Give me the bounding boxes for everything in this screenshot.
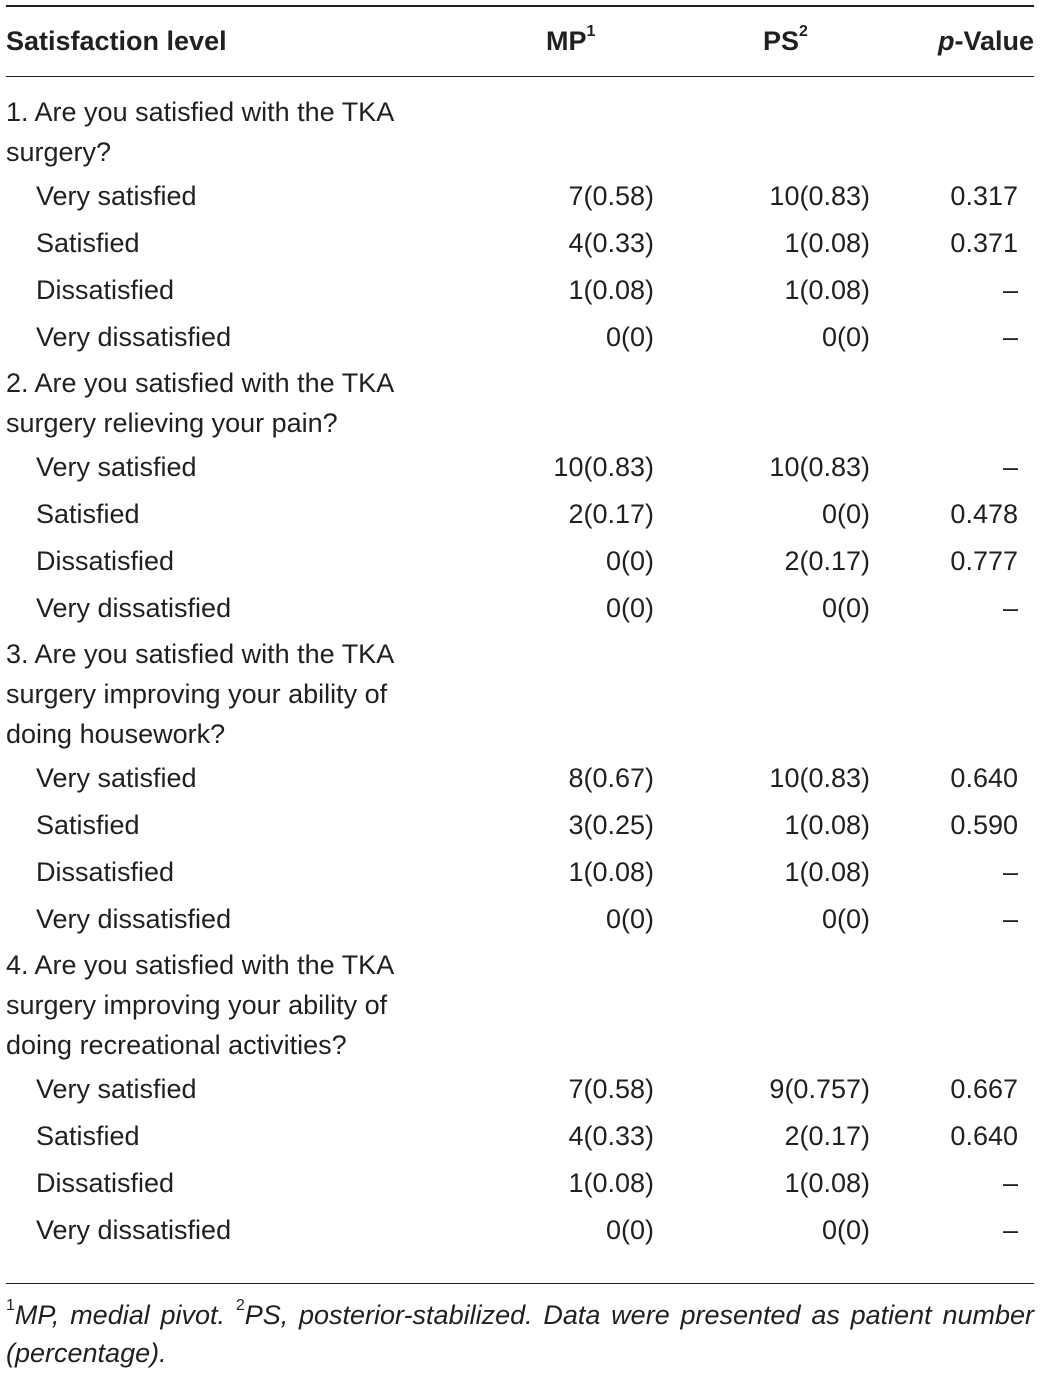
row-label: Very satisfied [36,1074,197,1104]
ps-cell: 0(0) [821,1215,870,1245]
question-heading: 3. Are you satisfied with the TKA surgery improving your ability of doing housework? [6,639,393,749]
ps-cell: 1(0.08) [784,1168,870,1198]
table-row [0,222,1040,269]
footnote-sup-1: 1 [6,1297,15,1314]
row-label: Dissatisfied [36,857,175,887]
table-row [0,757,1040,804]
ps-cell: 0(0) [821,904,870,934]
table-row [0,493,1040,540]
ps-cell: 2(0.17) [784,546,870,576]
mp-cell: 0(0) [605,1215,654,1245]
table-footnote [6,1296,1034,1372]
header-mp [546,24,595,58]
row-label: Satisfied [36,1121,140,1151]
header-mp-label: MP [546,26,587,56]
row-label: Dissatisfied [36,1168,175,1198]
footnote-sup-2: 2 [235,1297,245,1314]
mp-cell: 8(0.67) [568,763,654,793]
mp-cell: 0(0) [605,593,654,623]
header-ps-label: PS [763,26,800,56]
mp-cell: 7(0.58) [568,1074,654,1104]
table-row [0,1115,1040,1162]
question-heading: 4. Are you satisfied with the TKA surgery improving your ability of doing recreational activities? [6,950,393,1060]
table-row [0,1068,1040,1115]
row-label: Dissatisfied [36,275,175,305]
header-p-italic: p [937,26,955,56]
ps-cell: 10(0.83) [769,452,870,482]
p-value-cell: – [1002,1168,1018,1198]
p-value-cell: 0.478 [950,499,1018,529]
ps-cell: 0(0) [821,499,870,529]
mp-cell: 0(0) [605,322,654,352]
p-value-cell: – [1002,1215,1018,1245]
table-row [0,446,1040,493]
header-ps-sup: 2 [799,23,808,40]
mp-cell: 10(0.83) [553,452,654,482]
p-value-cell: 0.371 [950,228,1018,258]
ps-cell: 1(0.08) [784,857,870,887]
row-label: Very dissatisfied [36,593,232,623]
footnote-text-2: PS, posterior-stabilized. Data were presented as patient number (percentage). [6,1300,1034,1368]
p-value-cell: 0.640 [950,1121,1018,1151]
table-row [0,587,1040,634]
mp-cell: 2(0.17) [568,499,654,529]
ps-cell: 10(0.83) [769,181,870,211]
row-label: Satisfied [36,228,140,258]
table-row [0,1162,1040,1209]
ps-cell: 1(0.08) [784,810,870,840]
table-row [0,804,1040,851]
table-row [0,175,1040,222]
question-heading: 2. Are you satisfied with the TKA surgery relieving your pain? [6,368,393,438]
p-value-cell: – [1002,593,1018,623]
table-body [0,92,1040,1256]
header-mp-sup: 1 [586,23,596,40]
p-value-cell: – [1002,452,1018,482]
table-row [0,316,1040,363]
row-label: Very satisfied [36,452,197,482]
ps-cell: 10(0.83) [769,763,870,793]
mp-cell: 7(0.58) [568,181,654,211]
p-value-cell: – [1002,857,1018,887]
row-label: Dissatisfied [36,546,175,576]
row-label: Very dissatisfied [36,322,232,352]
table-row [0,540,1040,587]
mp-cell: 0(0) [605,904,654,934]
p-value-cell: 0.667 [950,1074,1018,1104]
question-heading: 1. Are you satisfied with the TKA surgery? [6,97,393,167]
header-rule [6,76,1034,77]
p-value-cell: 0.777 [950,546,1018,576]
top-rule [6,5,1034,7]
mp-cell: 1(0.08) [568,857,654,887]
p-value-cell: – [1002,275,1018,305]
header-p-value [900,24,1034,58]
p-value-cell: 0.590 [950,810,1018,840]
header-satisfaction-level: Satisfaction level [6,26,227,56]
table-row [0,1209,1040,1256]
mp-cell: 1(0.08) [568,1168,654,1198]
p-value-cell: 0.640 [950,763,1018,793]
ps-cell: 9(0.757) [769,1074,870,1104]
ps-cell: 0(0) [821,593,870,623]
p-value-cell: – [1002,904,1018,934]
row-label: Satisfied [36,810,140,840]
mp-cell: 4(0.33) [568,228,654,258]
row-label: Very satisfied [36,763,197,793]
row-label: Satisfied [36,499,140,529]
row-label: Very dissatisfied [36,1215,232,1245]
footnote-text-1: MP, medial pivot. [14,1300,236,1330]
table-row [0,851,1040,898]
ps-cell: 1(0.08) [784,228,870,258]
bottom-rule [6,1283,1034,1284]
mp-cell: 4(0.33) [568,1121,654,1151]
header-ps [763,24,808,58]
p-value-cell: 0.317 [950,181,1018,211]
ps-cell: 1(0.08) [784,275,870,305]
mp-cell: 3(0.25) [568,810,654,840]
mp-cell: 0(0) [605,546,654,576]
table-row [0,898,1040,945]
mp-cell: 1(0.08) [568,275,654,305]
header-p-rest: -Value [954,26,1034,56]
p-value-cell: – [1002,322,1018,352]
row-label: Very dissatisfied [36,904,232,934]
row-label: Very satisfied [36,181,197,211]
table-row [0,269,1040,316]
ps-cell: 2(0.17) [784,1121,870,1151]
ps-cell: 0(0) [821,322,870,352]
